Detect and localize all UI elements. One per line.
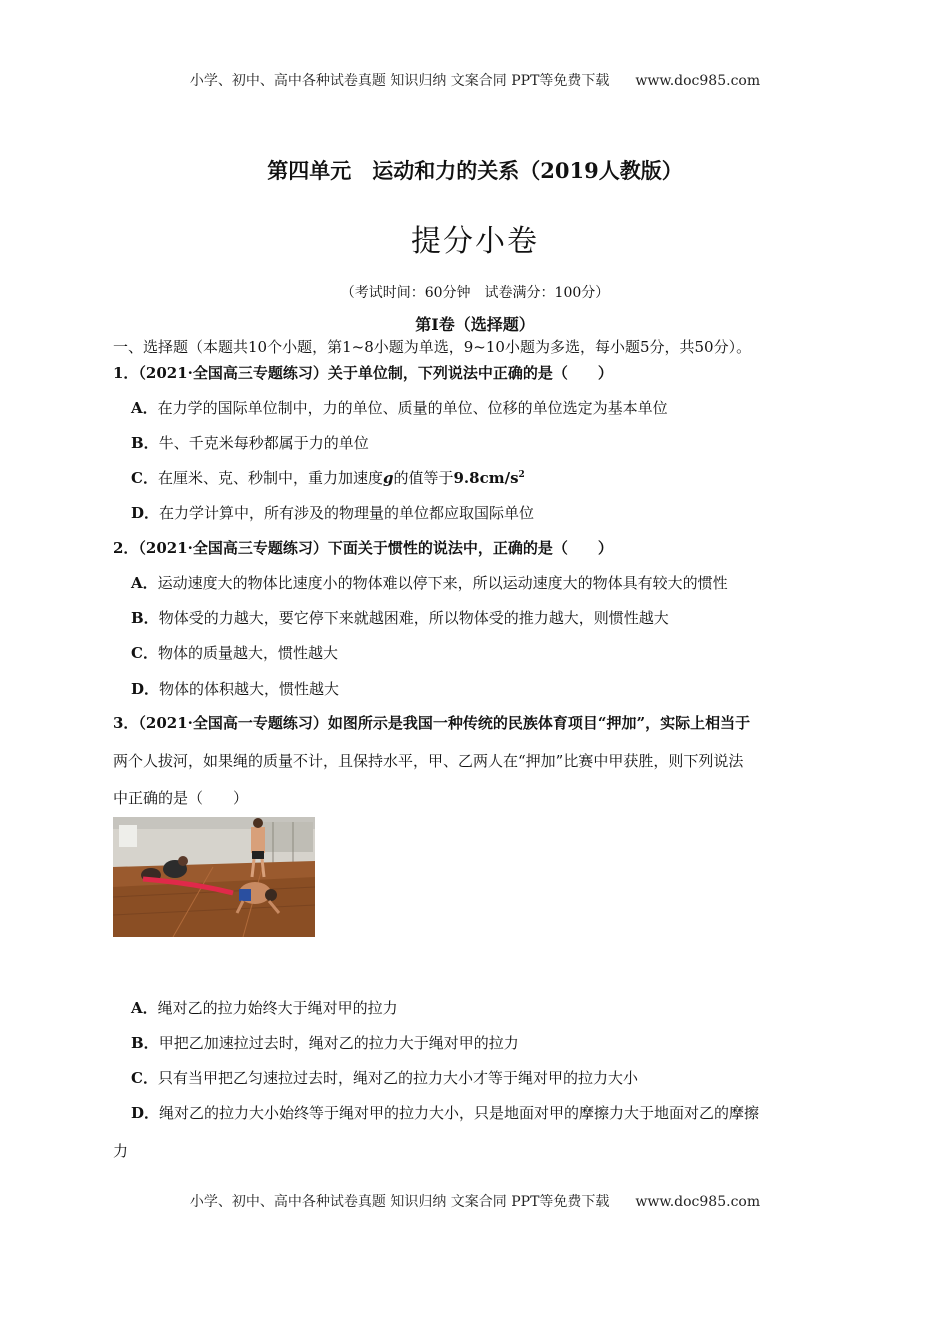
question-3-option-b [131, 1032, 519, 1053]
option-text: 物体的体积越大，惯性越大 [159, 680, 340, 698]
question-3-option-d-continued: 力 [113, 1142, 129, 1160]
option-text: 绳对乙的拉力大小始终等于绳对甲的拉力大小，只是地面对甲的摩擦力大于地面对乙的摩擦 [159, 1104, 760, 1122]
option-text: 运动速度大的物体比速度小的物体难以停下来，所以运动速度大的物体具有较大的惯性 [157, 574, 728, 592]
value-text: 9.8cm/s [453, 469, 519, 487]
option-key: D． [131, 680, 160, 698]
yajia-illustration [113, 817, 315, 937]
instructions: 一、选择题（本题共10个小题，第1~8小题为单选，9~10小题为多选，每小题5分，共50分）。 [113, 338, 752, 356]
question-2-stem: 2．（2021·全国高三专题练习）下面关于惯性的说法中，正确的是（ ） [113, 539, 613, 557]
option-text: 牛、千克米每秒都属于力的单位 [158, 434, 369, 452]
variable-g: g [382, 469, 394, 487]
option-text: 只有当甲把乙匀速拉过去时，绳对乙的拉力大小才等于绳对甲的拉力大小 [157, 1069, 638, 1087]
question-3-stem-line-1: 3．（2021·全国高一专题练习）如图所示是我国一种传统的民族体育项目“押加”，实际上相当于 [113, 714, 751, 732]
section-title: 第Ⅰ卷（选择题） [415, 315, 535, 334]
option-key: D． [131, 504, 160, 522]
header-text: 小学、初中、高中各种试卷真题 知识归纳 文案合同 PPT等免费下载 [189, 73, 610, 89]
option-key: A． [131, 399, 158, 417]
question-2-option-d [131, 678, 339, 699]
question-3-option-a [131, 997, 398, 1018]
option-text: 在力学计算中，所有涉及的物理量的单位都应取国际单位 [159, 504, 535, 522]
question-1-option-d [131, 502, 534, 523]
header-site-link[interactable]: www.doc985.com [635, 73, 761, 89]
option-text: 的值等于 [393, 469, 454, 487]
question-3-stem-line-2: 两个人拔河，如果绳的质量不计，且保持水平，甲、乙两人在“押加”比赛中甲获胜，则下列说法 [113, 752, 744, 770]
question-1-option-a [131, 397, 668, 418]
option-text: 绳对乙的拉力始终大于绳对甲的拉力 [157, 999, 398, 1017]
option-key: A． [131, 574, 158, 592]
page-header [0, 70, 950, 90]
option-text: 甲把乙加速拉过去时，绳对乙的拉力大于绳对甲的拉力 [158, 1034, 519, 1052]
footer-site-link[interactable]: www.doc985.com [635, 1194, 761, 1210]
question-1-stem: 1．（2021·全国高三专题练习）关于单位制，下列说法中正确的是（ ） [113, 364, 613, 382]
option-text: 在厘米、克、秒制中，重力加速度 [157, 469, 383, 487]
yajia-photo [113, 817, 315, 937]
question-3-option-c [131, 1067, 638, 1088]
option-key: C． [131, 469, 158, 487]
document-subtitle: 提分小卷 [411, 224, 539, 259]
exponent: 2 [518, 470, 525, 480]
question-2-option-c [131, 642, 338, 663]
option-key: D． [131, 1104, 160, 1122]
exam-info: （考试时间：60分钟 试卷满分：100分） [340, 285, 610, 301]
document-title: 第四单元 运动和力的关系（2019人教版） [267, 158, 683, 183]
question-1-option-b [131, 432, 369, 453]
option-text: 物体受的力越大，要它停下来就越困难，所以物体受的推力越大，则惯性越大 [158, 609, 669, 627]
page-footer [0, 1191, 950, 1211]
question-2-option-a [131, 572, 728, 593]
option-key: C． [131, 1069, 158, 1087]
option-text: 在力学的国际单位制中，力的单位、质量的单位、位移的单位选定为基本单位 [157, 399, 668, 417]
option-key: B． [131, 434, 159, 452]
question-2-option-b [131, 607, 669, 628]
option-text: 物体的质量越大，惯性越大 [157, 644, 338, 662]
footer-text: 小学、初中、高中各种试卷真题 知识归纳 文案合同 PPT等免费下载 [189, 1194, 610, 1210]
option-key: B． [131, 609, 159, 627]
question-3-stem-line-3: 中正确的是（ ） [113, 789, 249, 807]
question-1-option-c [131, 467, 525, 488]
option-key: C． [131, 644, 158, 662]
question-3-option-d [131, 1102, 759, 1123]
option-key: B． [131, 1034, 159, 1052]
option-key: A． [131, 999, 158, 1017]
